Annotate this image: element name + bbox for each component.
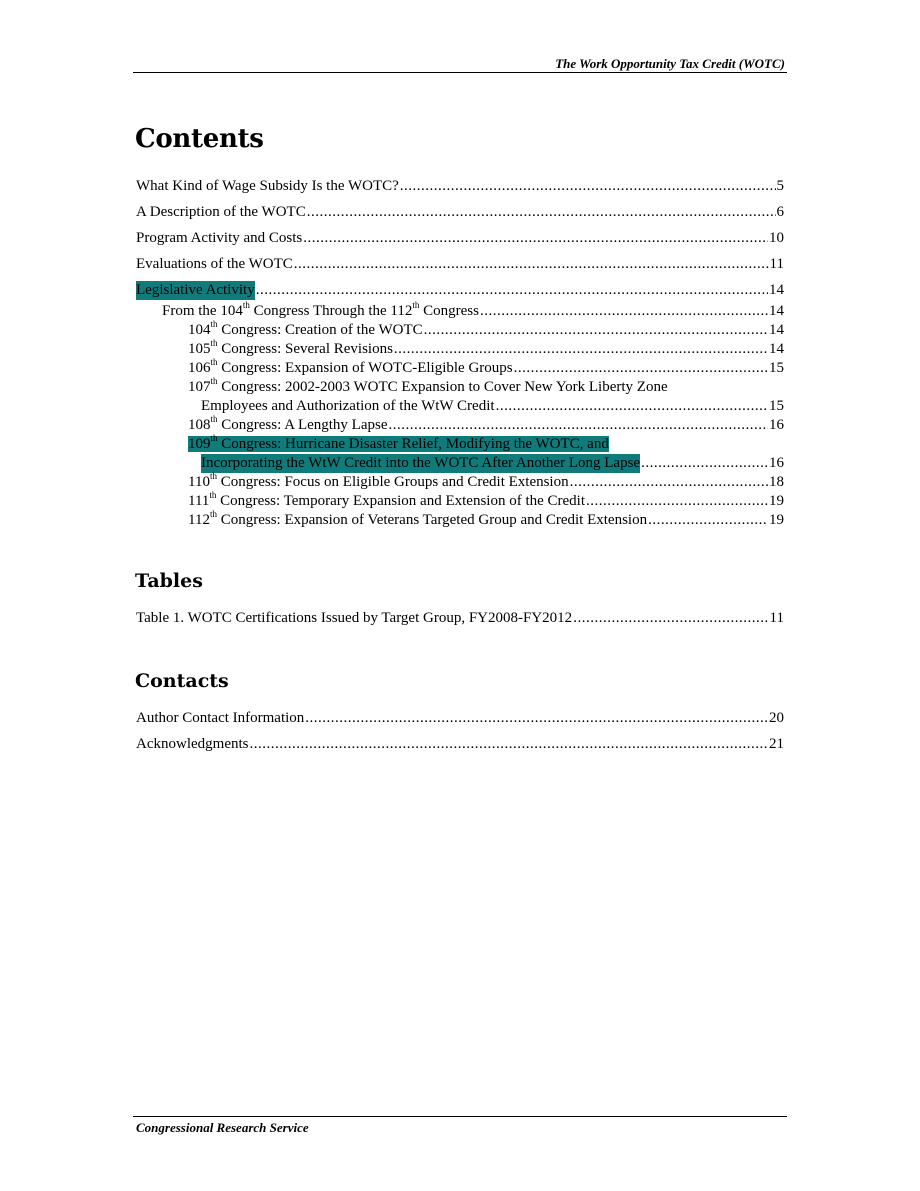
toc-entry-description[interactable] — [136, 203, 784, 222]
toc-entry-wage-subsidy[interactable] — [136, 177, 784, 196]
toc-entry-program-activity[interactable] — [136, 229, 784, 248]
toc-entry-title: Program Activity and Costs — [136, 230, 303, 246]
toc-entry-104th[interactable] — [188, 321, 784, 340]
toc-entry-title-continued: Employees and Authorization of the WtW Credit — [201, 398, 495, 414]
toc-leader-dots — [400, 177, 776, 196]
toc-leader-dots — [389, 416, 769, 435]
toc-entry-legislative-activity[interactable] — [136, 281, 784, 300]
running-header-title: The Work Opportunity Tax Credit (WOTC) — [555, 56, 785, 71]
toc-leader-dots — [394, 340, 768, 359]
contacts-heading: Contacts — [135, 670, 229, 692]
toc-entry-title: 105th Congress: Several Revisions — [188, 338, 393, 357]
toc-leader-dots — [480, 302, 768, 321]
toc-entry-title-highlighted: 109th Congress: Hurricane Disaster Relief, Modifying the WOTC, and — [188, 433, 609, 452]
toc-leader-dots — [249, 735, 768, 754]
toc-entry-evaluations[interactable] — [136, 255, 784, 274]
toc-leader-dots — [641, 454, 768, 473]
toc-page-number: 20 — [769, 710, 784, 726]
contents-heading: Contents — [135, 124, 264, 154]
toc-leader-dots — [307, 203, 776, 222]
toc-entry-title: Author Contact Information — [136, 710, 305, 726]
toc-entry-title: A Description of the WOTC — [136, 204, 306, 220]
toc-leader-dots — [573, 609, 768, 628]
toc-entry-104-through-112[interactable] — [162, 302, 784, 321]
toc-entry-title: Evaluations of the WOTC — [136, 256, 293, 272]
toc-leader-dots — [496, 397, 768, 416]
toc-entry-108th[interactable] — [188, 416, 784, 435]
toc-entry-table-1[interactable] — [136, 609, 784, 628]
toc-page-number: 10 — [769, 230, 784, 246]
toc-page-number: 14 — [769, 303, 784, 319]
toc-leader-dots — [305, 709, 768, 728]
toc-page-number: 11 — [769, 256, 784, 272]
toc-page-number: 15 — [769, 398, 784, 414]
toc-entry-110th[interactable] — [188, 473, 784, 492]
toc-entry-title: 108th Congress: A Lengthy Lapse — [188, 414, 388, 433]
toc-entry-106th[interactable] — [188, 359, 784, 378]
toc-entry-title: 112th Congress: Expansion of Veterans Targeted Group and Credit Extension — [188, 509, 648, 528]
toc-leader-dots — [424, 321, 768, 340]
toc-page-number: 14 — [769, 282, 784, 298]
toc-page-number: 16 — [769, 455, 784, 471]
toc-entry-author-contact[interactable] — [136, 709, 784, 728]
toc-entry-title: 106th Congress: Expansion of WOTC-Eligible Groups — [188, 357, 513, 376]
toc-entry-title: Acknowledgments — [136, 736, 249, 752]
toc-entry-title: Table 1. WOTC Certifications Issued by Target Group, FY2008-FY2012 — [136, 610, 573, 626]
toc-page-number: 18 — [769, 474, 784, 490]
toc-leader-dots — [570, 473, 768, 492]
footer-source: Congressional Research Service — [136, 1120, 309, 1135]
toc-leader-dots — [256, 281, 768, 300]
toc-entry-title: From the 104th Congress Through the 112th Congress — [162, 300, 479, 319]
toc-page-number: 16 — [769, 417, 784, 433]
toc-page-number: 19 — [769, 512, 784, 528]
toc-leader-dots — [586, 492, 768, 511]
footer-divider — [133, 1116, 787, 1117]
toc-page-number: 15 — [769, 360, 784, 376]
toc-entry-111th[interactable] — [188, 492, 784, 511]
toc-page-number: 14 — [769, 341, 784, 357]
toc-entry-title: 111th Congress: Temporary Expansion and Extension of the Credit — [188, 490, 586, 509]
toc-entry-acknowledgments[interactable] — [136, 735, 784, 754]
toc-leader-dots — [648, 511, 768, 530]
toc-page-number: 14 — [769, 322, 784, 338]
toc-entry-107th[interactable] — [188, 378, 784, 416]
toc-entry-title: 110th Congress: Focus on Eligible Groups and Credit Extension — [188, 471, 569, 490]
toc-leader-dots — [514, 359, 768, 378]
toc-entry-109th[interactable] — [188, 435, 784, 473]
toc-entry-105th[interactable] — [188, 340, 784, 359]
toc-entry-title: What Kind of Wage Subsidy Is the WOTC? — [136, 178, 399, 194]
toc-page-number: 11 — [769, 610, 784, 626]
toc-page-number: 19 — [769, 493, 784, 509]
toc-page-number: 5 — [776, 178, 784, 194]
toc-entry-title-continued-highlighted: Incorporating the WtW Credit into the WOTC After Another Long Lapse — [201, 455, 641, 471]
toc-entry-title-highlighted: Legislative Activity — [136, 282, 255, 298]
toc-page-number: 21 — [769, 736, 784, 752]
header-divider — [133, 72, 787, 73]
toc-leader-dots — [303, 229, 768, 248]
toc-entry-112th[interactable] — [188, 511, 784, 530]
tables-heading: Tables — [135, 570, 203, 592]
toc-entry-title: 107th Congress: 2002-2003 WOTC Expansion to Cover New York Liberty Zone — [188, 376, 668, 395]
toc-entry-title: 104th Congress: Creation of the WOTC — [188, 319, 423, 338]
toc-page-number: 6 — [776, 204, 784, 220]
toc-leader-dots — [294, 255, 769, 274]
